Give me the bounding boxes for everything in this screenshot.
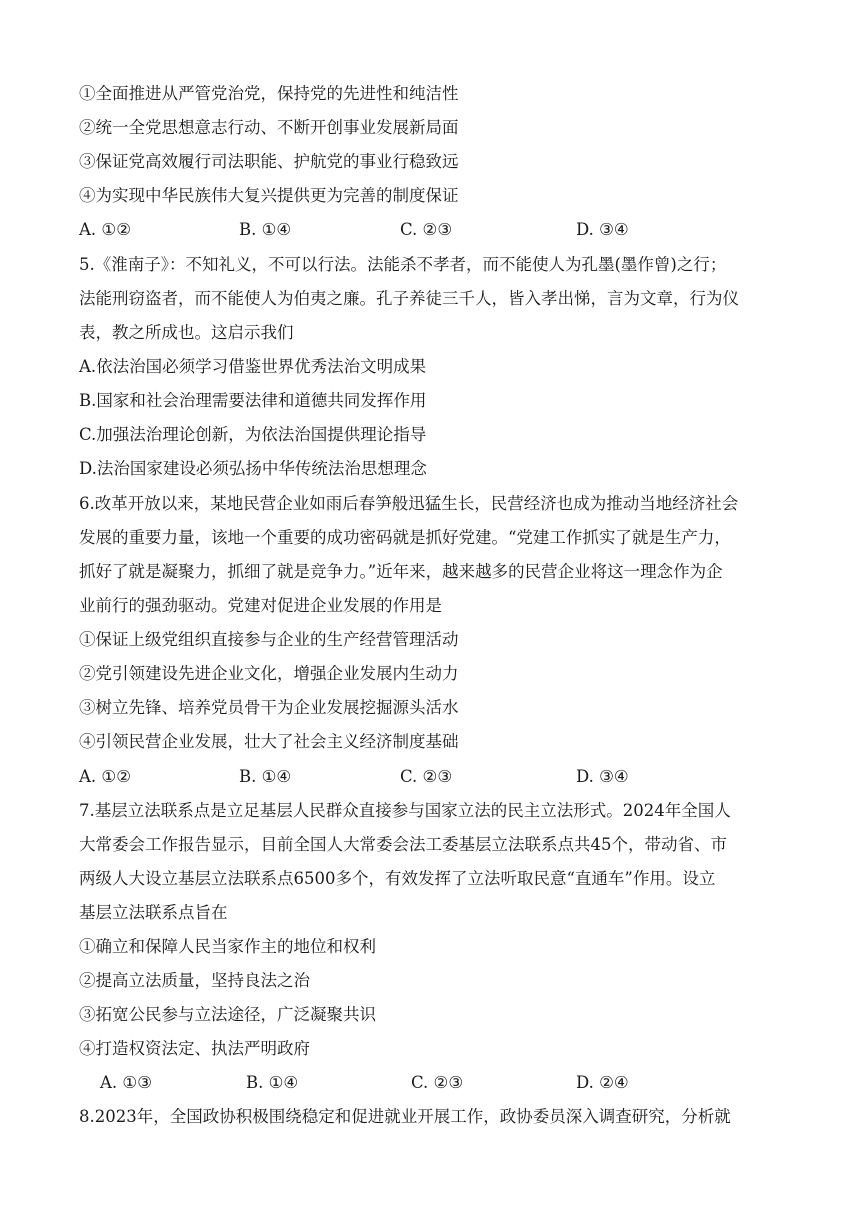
q7-options	[100, 1072, 820, 1094]
q6-options	[79, 766, 799, 788]
q7-option-a: A. ①③	[100, 1073, 152, 1092]
q6-option-d: D. ③④	[576, 767, 629, 786]
q6-option-b: B. ①④	[239, 767, 292, 786]
q4-statement-2: ②统一全党思想意志行动、不断开创事业发展新局面	[79, 118, 459, 137]
q4-option-a: A. ①②	[79, 220, 131, 239]
q4-statement-4: ④为实现中华民族伟大复兴提供更为完善的制度保证	[79, 186, 459, 205]
q7-statement-2: ②提高立法质量，坚持良法之治	[79, 971, 310, 990]
q7-option-c: C. ②③	[411, 1073, 464, 1092]
q5-stem-line-2: 法能刑窃盗者，而不能使人为伯夷之廉。孔子养徒三千人，皆入孝出悌，言为文章，行为仪	[79, 289, 739, 308]
q7-statement-4: ④打造权资法定、执法严明政府	[79, 1039, 310, 1058]
q4-option-d: D. ③④	[576, 220, 629, 239]
q5-choice-d: D.法治国家建设必须弘扬中华传统法治思想理念	[79, 459, 427, 478]
q6-statement-4: ④引领民营企业发展，壮大了社会主义经济制度基础	[79, 732, 459, 751]
q7-option-b: B. ①④	[246, 1073, 299, 1092]
q4-statement-3: ③保证党高效履行司法职能、护航党的事业行稳致远	[79, 152, 459, 171]
q7-stem-line-3: 两级人大设立基层立法联系点6500多个，有效发挥了立法听取民意“直通车”作用。设立	[79, 869, 716, 888]
q4-option-b: B. ①④	[239, 220, 292, 239]
q6-stem-line-2: 发展的重要力量，该地一个重要的成功密码就是抓好党建。“党建工作抓实了就是生产力，	[79, 528, 731, 547]
q7-option-d: D. ②④	[576, 1073, 629, 1092]
q7-stem-line-2: 大常委会工作报告显示，目前全国人大常委会法工委基层立法联系点共45个，带动省、市	[79, 835, 727, 854]
q6-option-c: C. ②③	[400, 767, 453, 786]
q6-statement-3: ③树立先锋、培养党员骨干为企业发展挖掘源头活水	[79, 698, 459, 717]
q6-stem-line-4: 业前行的强劲驱动。党建对促进企业发展的作用是	[79, 596, 442, 615]
q6-statement-2: ②党引领建设先进企业文化，增强企业发展内生动力	[79, 664, 459, 683]
q6-option-a: A. ①②	[79, 767, 131, 786]
q5-choice-a: A.依法治国必须学习借鉴世界优秀法治文明成果	[79, 357, 427, 376]
q5-choice-b: B.国家和社会治理需要法律和道德共同发挥作用	[79, 391, 427, 410]
q4-option-c: C. ②③	[400, 220, 453, 239]
q8-stem-line-1: 8.2023年，全国政协积极围绕稳定和促进就业开展工作，政协委员深入调查研究，分析就	[79, 1107, 731, 1126]
q7-statement-1: ①确立和保障人民当家作主的地位和权利	[79, 937, 376, 956]
q7-statement-3: ③拓宽公民参与立法途径，广泛凝聚共识	[79, 1005, 376, 1024]
q7-stem-line-4: 基层立法联系点旨在	[79, 903, 228, 922]
q4-options	[79, 219, 799, 241]
q4-statement-1: ①全面推进从严管党治党，保持党的先进性和纯洁性	[79, 84, 459, 103]
q6-statement-1: ①保证上级党组织直接参与企业的生产经营管理活动	[79, 630, 459, 649]
q5-stem-line-1: 5.《淮南子》：不知礼义，不可以行法。法能杀不孝者，而不能使人为孔墨(墨作曾)之行；	[79, 255, 727, 274]
q6-stem-line-3: 抓好了就是凝聚力，抓细了就是竞争力。”近年来，越来越多的民营企业将这一理念作为企	[79, 562, 723, 581]
q6-stem-line-1: 6.改革开放以来，某地民营企业如雨后春笋般迅猛生长，民营经济也成为推动当地经济社会	[79, 494, 739, 513]
q5-choice-c: C.加强法治理论创新，为依法治国提供理论指导	[79, 425, 427, 444]
q5-stem-line-3: 表，教之所成也。这启示我们	[79, 323, 294, 342]
q7-stem-line-1: 7.基层立法联系点是立足基层人民群众直接参与国家立法的民主立法形式。2024年全国人	[79, 801, 731, 820]
